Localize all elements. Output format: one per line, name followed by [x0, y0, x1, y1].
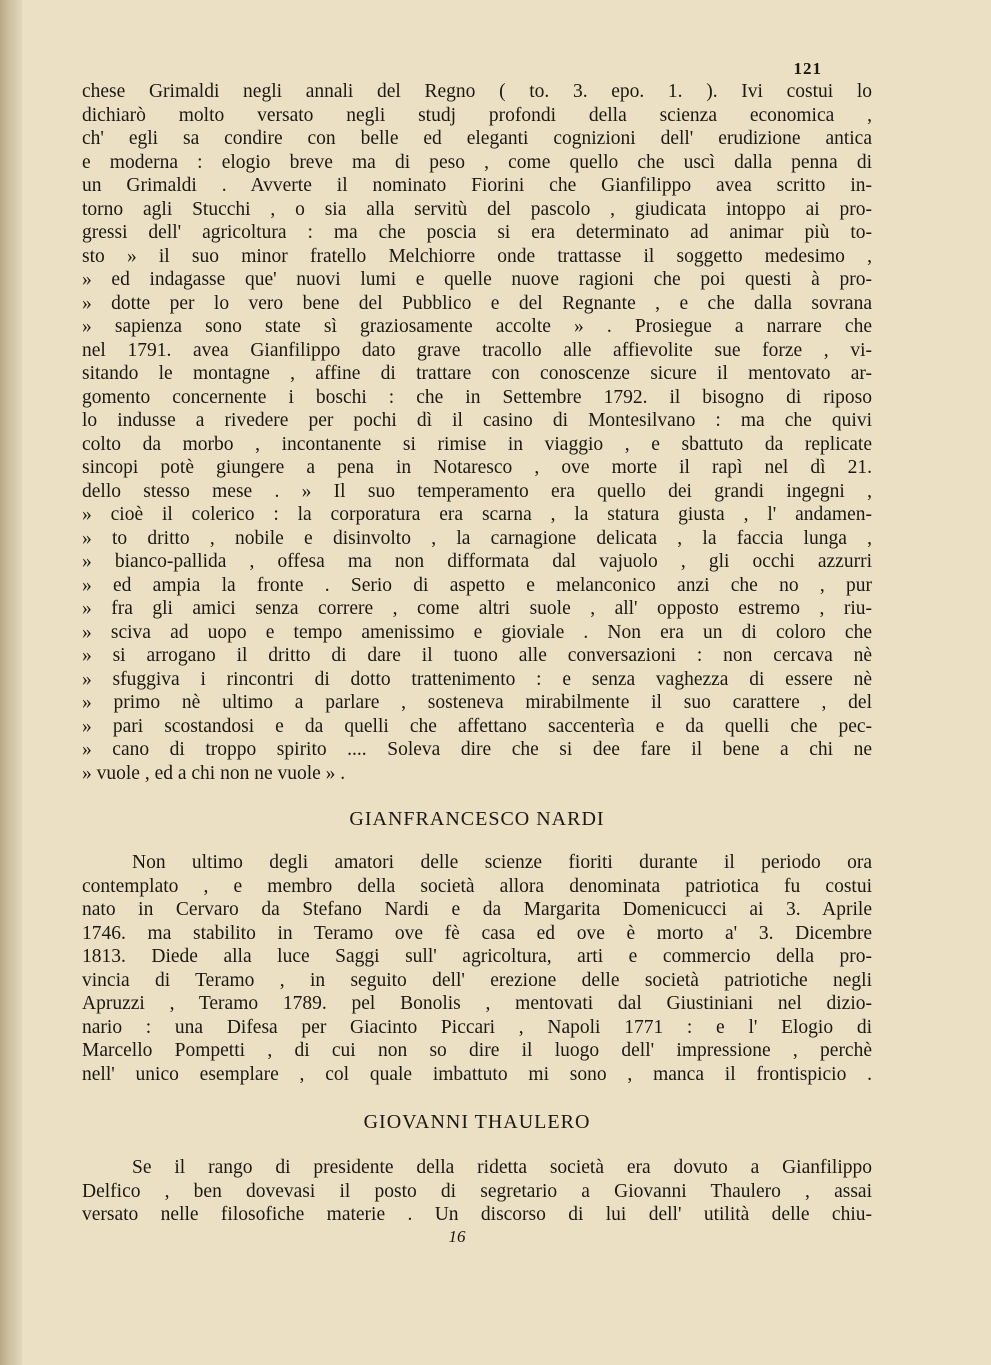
text-line: sitando le montagne , affine di trattare con conoscenze sicure il mentovato ar-	[82, 363, 872, 384]
text-line: 1813. Diede alla luce Saggi sull' agricoltura, arti e commercio della pro-	[82, 946, 872, 967]
section-heading-nardi: GIANFRANCESCO NARDI	[349, 808, 605, 830]
text-line: » sapienza sono state sì graziosamente accolte » . Prosiegue a narrare che	[82, 316, 872, 337]
text-line: sincopi potè giungere a pena in Notaresco , ove morte il rapì nel dì 21.	[82, 457, 872, 478]
book-spine-shadow	[0, 0, 22, 1365]
signature-mark: 16	[448, 1226, 466, 1246]
paragraph-thaulero	[82, 1156, 872, 1227]
text-line: dichiarò molto versato negli studj profondi della scienza economica ,	[82, 104, 872, 126]
paragraph-delfico-continuation	[82, 80, 872, 785]
text-line: » cano di troppo spirito .... Soleva dire che si dee fare il bene a chi ne	[82, 739, 872, 760]
text-line: colto da morbo , incontanente si rimise in viaggio , e sbattuto da replicate	[82, 433, 872, 455]
text-line: chese Grimaldi negli annali del Regno ( to. 3. epo. 1. ). Ivi costui lo	[82, 81, 872, 102]
text-line: ch' egli sa condire con belle ed eleganti cognizioni dell' erudizione antica	[82, 128, 872, 149]
text-line: sto » il suo minor fratello Melchiorre onde trattasse il soggetto medesimo ,	[82, 245, 872, 267]
text-line: nel 1791. avea Gianfilippo dato grave tracollo alle affievolite sue forze , vi-	[82, 339, 872, 361]
text-line: » sfuggiva i rincontri di dotto trattenimento : e senza vaghezza di essere nè	[82, 668, 872, 690]
page-number: 121	[793, 59, 822, 78]
text-line: » si arrogano il dritto di dare il tuono alle conversazioni : non cercava nè	[82, 645, 872, 666]
text-line: gomento concernente i boschi : che in Settembre 1792. il bisogno di riposo	[82, 386, 872, 408]
section-heading-thaulero: GIOVANNI THAULERO	[363, 1111, 591, 1133]
text-line: gressi dell' agricoltura : ma che poscia si era determinato ad animar più to-	[82, 222, 872, 243]
text-line: contemplato , e membro della società allora denominata patriotica fu costui	[82, 875, 872, 897]
text-line: » vuole , ed a chi non ne vuole » .	[82, 762, 346, 784]
text-line: lo indusse a rivedere per pochi dì il casino di Montesilvano : ma che quivi	[82, 410, 872, 431]
text-line: » pari scostandosi e da quelli che affettano saccenterìa e da quelli che pec-	[82, 715, 872, 737]
text-line: » primo nè ultimo a parlare , sosteneva mirabilmente il suo carattere , del	[82, 692, 872, 713]
text-line: 1746. ma stabilito in Teramo ove fè casa ed ove è morto a' 3. Dicembre	[82, 922, 872, 944]
text-line: e moderna : elogio breve ma di peso , come quello che uscì dalla penna di	[82, 151, 872, 173]
text-line: Non ultimo degli amatori delle scienze fioriti durante il periodo ora	[132, 852, 872, 873]
book-page	[82, 58, 872, 1247]
text-line: un Grimaldi . Avverte il nominato Fiorini che Gianfilippo avea scritto in-	[82, 175, 872, 196]
text-line: vincia di Teramo , in seguito dell' erezione delle società patriotiche negli	[82, 969, 872, 991]
text-line: dello stesso mese . » Il suo temperamento era quello dei grandi ingegni ,	[82, 480, 872, 502]
text-line: » sciva ad uopo e tempo amenissimo e gioviale . Non era un di coloro che	[82, 621, 872, 643]
text-line: versato nelle filosofiche materie . Un discorso di lui dell' utilità delle chiu-	[82, 1204, 872, 1225]
text-line: nario : una Difesa per Giacinto Piccari , Napoli 1771 : e l' Elogio di	[82, 1016, 872, 1038]
text-line: Marcello Pompetti , di cui non so dire il luogo dell' impressione , perchè	[82, 1040, 872, 1061]
text-line: Delfico , ben dovevasi il posto di segretario a Giovanni Thaulero , assai	[82, 1180, 872, 1202]
text-line: Apruzzi , Teramo 1789. pel Bonolis , mentovati dal Giustiniani nel dizio-	[82, 993, 872, 1014]
text-line: » fra gli amici senza correre , come altri suole , all' opposto estremo , riu-	[82, 598, 872, 619]
text-line: nato in Cervaro da Stefano Nardi e da Margarita Domenicucci ai 3. Aprile	[82, 899, 872, 920]
text-line: » ed ampia la fronte . Serio di aspetto e melanconico anzi che no , pur	[82, 574, 872, 596]
text-line: Se il rango di presidente della ridetta società era dovuto a Gianfilippo	[132, 1157, 872, 1178]
text-line: » dotte per lo vero bene del Pubblico e del Regnante , e che dalla sovrana	[82, 292, 872, 314]
paragraph-nardi	[82, 851, 872, 1086]
text-line: » cioè il colerico : la corporatura era scarna , la statura giusta , l' andamen-	[82, 504, 872, 525]
text-line: » to dritto , nobile e disinvolto , la carnagione delicata , la faccia lunga ,	[82, 527, 872, 549]
text-line: torno agli Stucchi , o sia alla servitù del pascolo , giudicata intoppo ai pro-	[82, 198, 872, 220]
text-line: » ed indagasse que' nuovi lumi e quelle nuove ragioni che poi questi à pro-	[82, 269, 872, 290]
text-line: nell' unico esemplare , col quale imbattuto mi sono , manca il frontispicio .	[82, 1063, 872, 1085]
text-line: » bianco-pallida , offesa ma non difformata dal vajuolo , gli occhi azzurri	[82, 551, 872, 572]
